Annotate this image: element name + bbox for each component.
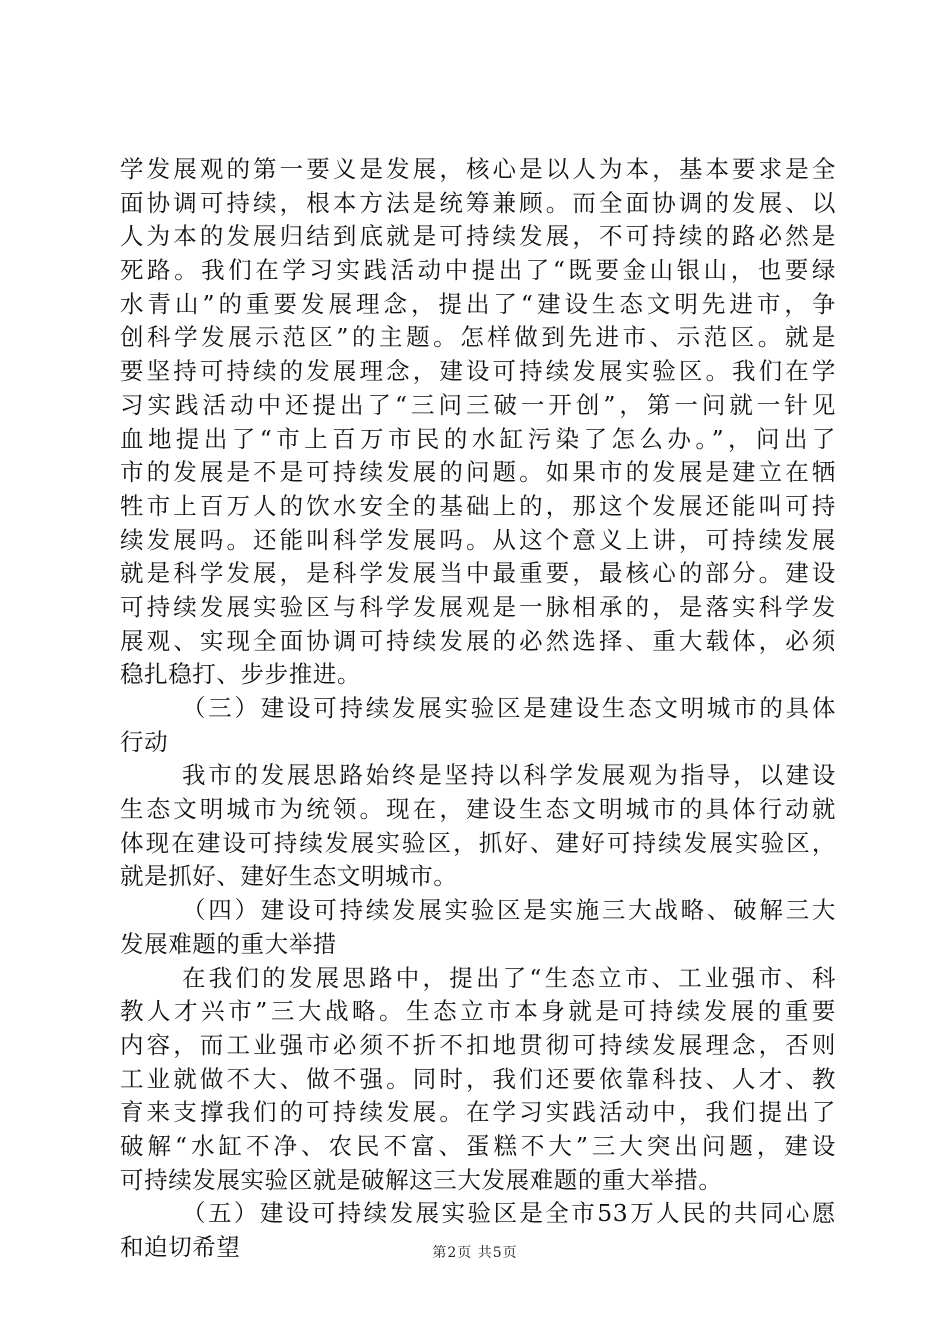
- text-line: 育来支撑我们的可持续发展。在学习实践活动中，我们提出了: [120, 1098, 836, 1127]
- text-line: 在我们的发展思路中，提出了“生态立市、工业强市、科: [182, 963, 836, 992]
- text-line: 市的发展是不是可持续发展的问题。如果市的发展是建立在牺: [120, 458, 836, 487]
- text-line: 内容，而工业强市必须不折不扣地贯彻可持续发展理念，否则: [120, 1030, 836, 1059]
- text-line: 发展难题的重大举措: [120, 929, 337, 958]
- text-line: （五）建设可持续发展实验区是全市53万人民的共同心愿: [182, 1199, 836, 1228]
- text-line: 创科学发展示范区”的主题。怎样做到先进市、示范区。就是: [120, 323, 836, 352]
- text-line: 续发展吗。还能叫科学发展吗。从这个意义上讲，可持续发展: [120, 525, 836, 554]
- text-line: 体现在建设可持续发展实验区，抓好、建好可持续发展实验区，: [120, 828, 836, 857]
- text-line: 血地提出了“市上百万市民的水缸污染了怎么办。”，问出了: [120, 424, 836, 453]
- text-line: 教人才兴市”三大战略。生态立市本身就是可持续发展的重要: [120, 997, 836, 1026]
- text-line: 学发展观的第一要义是发展，核心是以人为本，基本要求是全: [120, 155, 836, 183]
- page-footer: 第2页 共5页: [432, 1245, 518, 1261]
- text-line: （三）建设可持续发展实验区是建设生态文明城市的具体: [182, 694, 836, 722]
- document-body: [120, 153, 836, 1265]
- text-line: （四）建设可持续发展实验区是实施三大战略、破解三大: [182, 896, 836, 925]
- text-line: 生态文明城市为统领。现在，建设生态文明城市的具体行动就: [120, 795, 836, 824]
- text-line: 面协调可持续，根本方法是统筹兼顾。而全面协调的发展、以: [120, 188, 836, 217]
- text-line: 就是科学发展，是科学发展当中最重要，最核心的部分。建设: [120, 559, 836, 588]
- text-line: 展观、实现全面协调可持续发展的必然选择、重大载体，必须: [120, 626, 836, 655]
- text-line: 水青山”的重要发展理念，提出了“建设生态文明先进市，争: [120, 289, 836, 318]
- text-line: 习实践活动中还提出了“三问三破一开创”，第一问就一针见: [120, 390, 836, 419]
- text-line: 我市的发展思路始终是坚持以科学发展观为指导，以建设: [182, 761, 836, 790]
- text-line: 可持续发展实验区就是破解这三大发展难题的重大举措。: [120, 1165, 723, 1194]
- text-line: 死路。我们在学习实践活动中提出了“既要金山银山，也要绿: [120, 256, 836, 285]
- text-line: 要坚持可持续的发展理念，建设可持续发展实验区。我们在学: [120, 357, 836, 386]
- text-line: 工业就做不大、做不强。同时，我们还要依靠科技、人才、教: [120, 1064, 836, 1093]
- text-line: 可持续发展实验区与科学发展观是一脉相承的，是落实科学发: [120, 592, 836, 621]
- text-line: 就是抓好、建好生态文明城市。: [120, 862, 458, 891]
- text-line: 人为本的发展归结到底就是可持续发展，不可持续的路必然是: [120, 222, 836, 251]
- text-line: 破解“水缸不净、农民不富、蛋糕不大”三大突出问题，建设: [120, 1131, 836, 1160]
- text-line: 和迫切希望: [120, 1233, 241, 1261]
- text-line: 稳扎稳打、步步推进。: [120, 660, 361, 689]
- text-line: 牲市上百万人的饮水安全的基础上的，那这个发展还能叫可持: [120, 491, 836, 520]
- text-line: 行动: [120, 727, 169, 756]
